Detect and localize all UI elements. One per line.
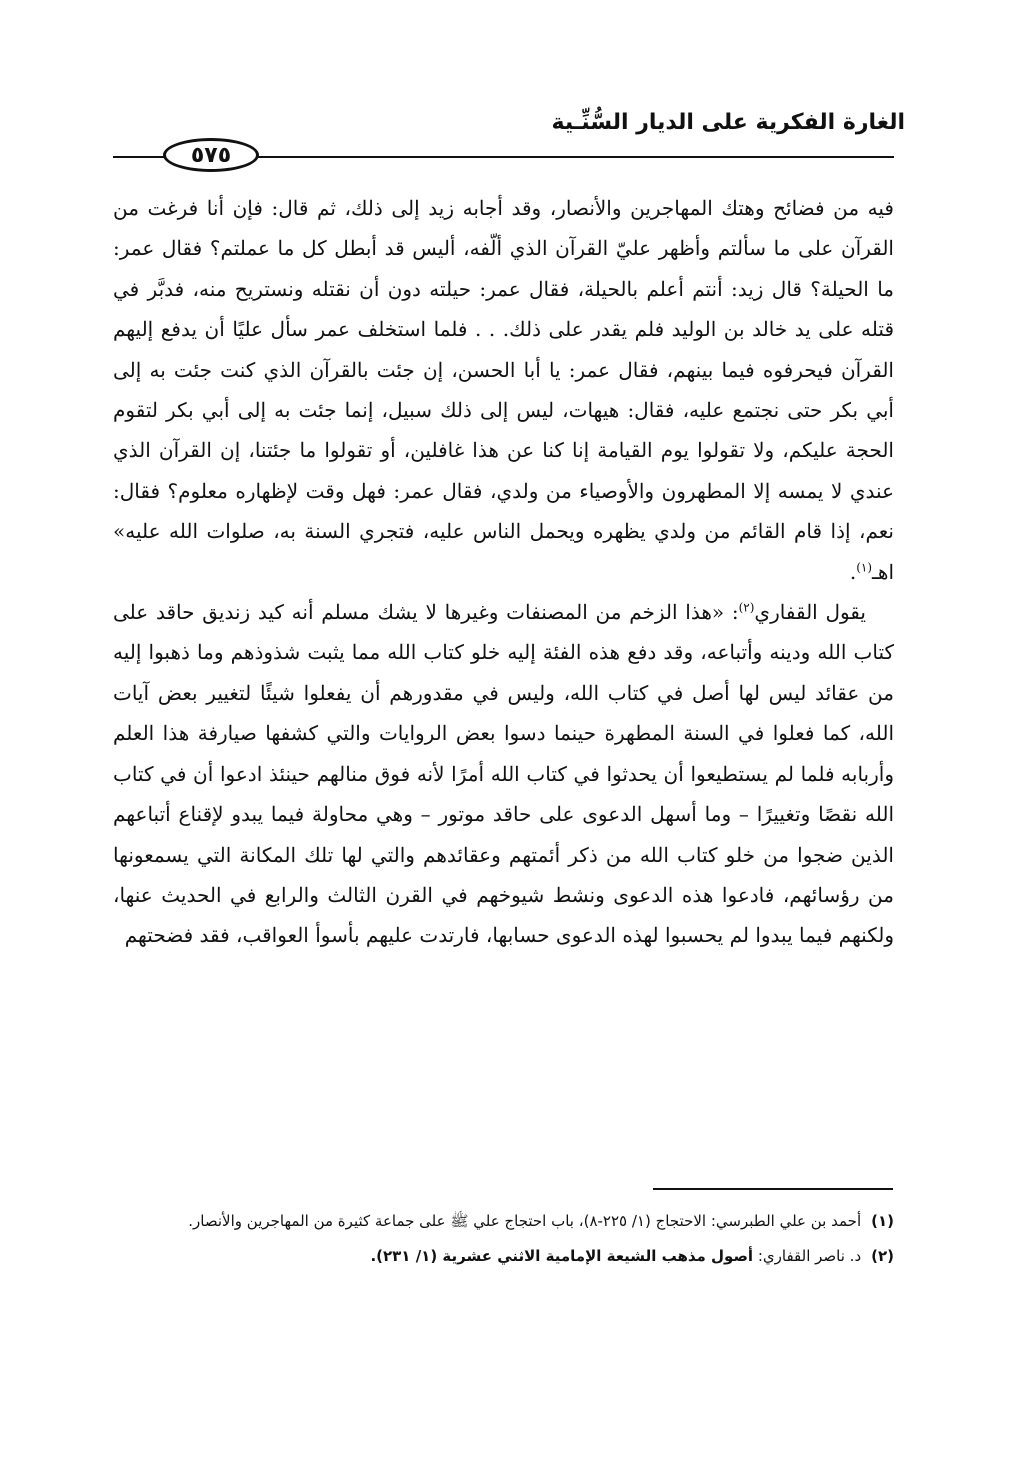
footnote-ref-1[interactable]: (١) xyxy=(856,560,873,574)
footnote-number: (١) xyxy=(871,1212,894,1230)
paragraph-1-end: . xyxy=(849,559,857,584)
footnote-number: (٢) xyxy=(871,1247,894,1265)
paragraph-1-text: فيه من فضائح وهتك المهاجرين والأنصار، وقد أجابه زيد إلى ذلك، ثم قال: فإن أنا فرغت من القرآن على ما سألتم وأظهر عليّ القرآن الذي ألّفه، أليس قد أبطل كل ما عملتم؟ فقال عمر: ما الحيلة؟ قال زيد: أنتم أعلم بالحيلة، فقال عمر: حيلته دون أن نقتله ونستريح منه، فدبَّر في قتله على يد خالد بن الوليد فلم يقدر على ذلك. . . فلما استخلف عمر سأل عليًا أن يدفع إليهم القرآن فيحرفوه فيما بينهم، فقال عمر: يا أبا الحسن، إن جئت بالقرآن الذي كنت جئت به إلى أبي بكر حتى نجتمع عليه، فقال: هيهات، ليس إلى ذلك سبيل، إنما جئت به إلى أبي بكر لتقوم الحجة عليكم، ولا تقولوا يوم القيامة إنا كنا عن هذا غافلين، أو تقولوا ما جئتنا، إن القرآن الذي عندي لا يمسه إلا المطهرون والأوصياء من ولدي، فقال عمر: فهل وقت لإظهاره معلوم؟ فقال: نعم، إذا قام القائم من ولدي يظهره ويحمل الناس عليه، فتجري السنة به، صلوات الله عليه» اهـ xyxy=(113,196,894,584)
footnotes xyxy=(113,1207,894,1277)
paragraph-2-start: يقول القفاري xyxy=(754,600,866,625)
footnote-separator xyxy=(653,1188,893,1190)
paragraph-2-text: : «هذا الزخم من المصنفات وغيرها لا يشك مسلم أنه كيد زنديق حاقد على كتاب الله ودينه وأتباعه، وقد دفع هذه الفئة إليه خلو كتاب الله مما يثبت شذوذهم وما ذهبوا إليه من عقائد ليس لها أصل في كتاب الله، وليس في مقدورهم أن يفعلوا شيئًا لتغيير بعض آيات الله، كما فعلوا في السنة المطهرة حينما دسوا بعض الروايات والتي كشفها صيارفة هذا العلم وأربابه فلما لم يستطيعوا أن يحدثوا في كتاب الله أمرًا لأنه فوق منالهم حينئذ ادعوا أن في كتاب الله نقصًا وتغييرًا – وما أسهل الدعوى على حاقد موتور – وهي محاولة فيما يبدو لإقناع أتباعهم الذين ضجوا من خلو كتاب الله من ذكر أئمتهم وعقائدهم والتي لها تلك المكانة التي يسمعونها من رؤسائهم، فادعوا هذه الدعوى ونشط شيوخهم في القرن الثالث والرابع في الحديث عنها، ولكنهم فيما يبدوا لم يحسبوا لهذه الدعوى حسابها، فارتدت عليهم بأسوأ العواقب، فقد فضحتهم xyxy=(113,600,894,948)
paragraph-1 xyxy=(113,188,894,592)
paragraph-2 xyxy=(113,592,894,956)
page-number: ٥٧٥ xyxy=(190,142,232,168)
footnote-author: أحمد بن علي الطبرسي: xyxy=(710,1212,862,1230)
footnote-author: د. ناصر القفاري: xyxy=(757,1247,862,1265)
footnote-citation: أصول مذهب الشيعة الإمامية الاثني عشرية (١/ ٢٣١). xyxy=(370,1247,754,1265)
footnote-1 xyxy=(113,1207,894,1236)
running-title: الغارة الفكرية على الديار السُّنِّـية xyxy=(551,110,905,135)
footnote-text xyxy=(188,1207,861,1236)
footnote-2 xyxy=(113,1242,894,1271)
footnote-text xyxy=(370,1242,861,1271)
page-number-oval xyxy=(163,138,259,172)
footnote-ref-2[interactable]: (٢) xyxy=(738,600,755,615)
footnote-citation: الاحتجاج (١/ ٢٢٥-٨)، باب احتجاج علي ﷺ على جماعة كثيرة من المهاجرين والأنصار. xyxy=(188,1212,707,1230)
main-text xyxy=(113,188,894,956)
